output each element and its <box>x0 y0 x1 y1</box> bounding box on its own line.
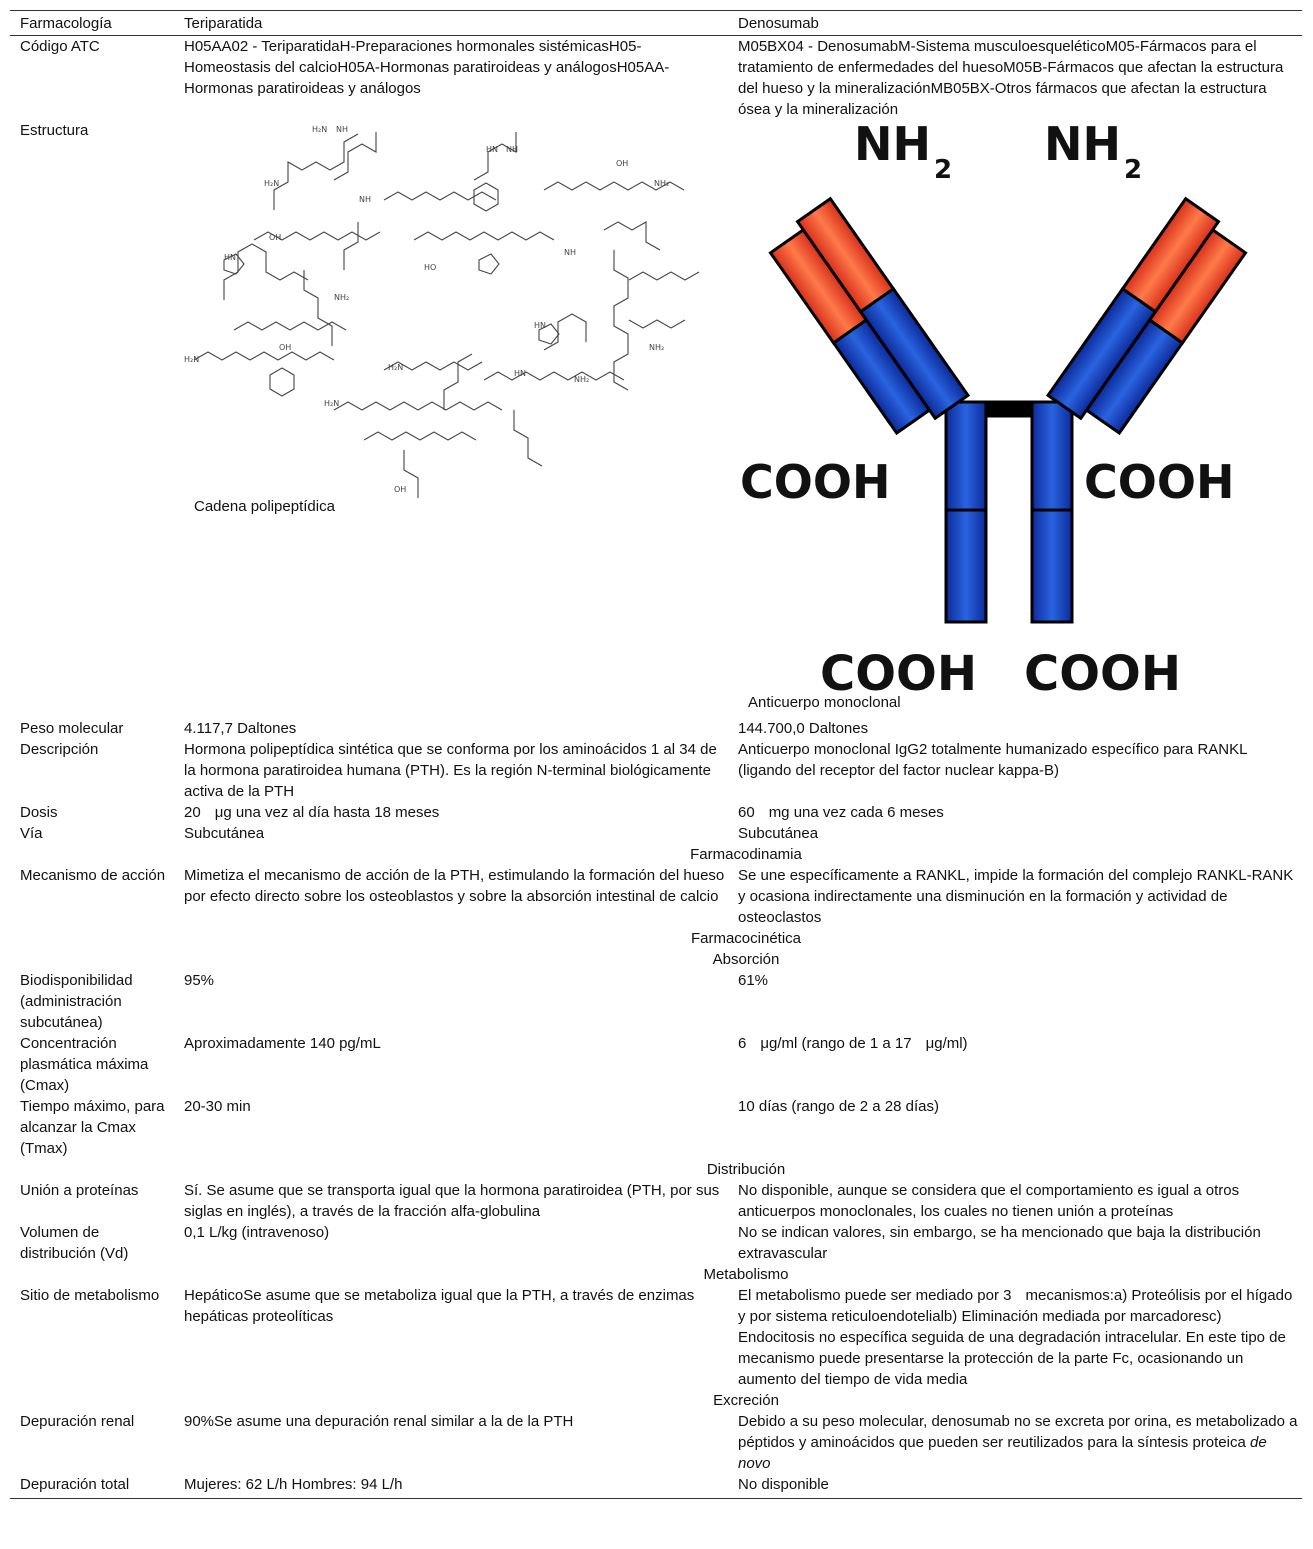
teri-value: Subcutánea <box>184 825 265 842</box>
svg-text:HN: HN <box>534 321 546 330</box>
row-label: Depuración total <box>10 1474 174 1499</box>
teri-value: 20-30 min <box>184 1098 251 1115</box>
teri-value: 4.117,7 Daltones <box>184 720 297 737</box>
cooh-bottom-right-label: COOH <box>1024 646 1182 694</box>
header-denosumab: Denosumab <box>728 11 1302 36</box>
cooh-left-label: COOH <box>740 455 891 509</box>
section-row <box>10 928 1302 949</box>
row-label: Estructura <box>20 122 89 139</box>
deno-value: No disponible, aunque se considera que el comportamiento es igual a otros anticuerpos monoclonales, los cuales no tienen unión a proteínas <box>738 1182 1240 1220</box>
deno-value: 144.700,0 Daltones <box>738 720 869 737</box>
row-label: Descripción <box>20 741 99 758</box>
cooh-bottom-left-label: COOH <box>820 646 978 694</box>
section-row <box>10 844 1302 865</box>
teri-value: 95% <box>184 972 215 989</box>
deno-value: Anticuerpo monoclonal IgG2 totalmente humanizado específico para RANKL (ligando del receptor del factor nuclear kappa-B) <box>738 741 1247 779</box>
svg-text:H₂N: H₂N <box>388 363 404 372</box>
deno-cmax-number: 6 <box>738 1035 747 1052</box>
svg-text:OH: OH <box>616 159 629 168</box>
teri-structure-caption: Cadena polipeptídica <box>194 498 335 515</box>
section-row <box>10 1390 1302 1411</box>
svg-text:NH₂: NH₂ <box>334 293 350 302</box>
deno-value <box>728 1411 1302 1474</box>
row-label: Tiempo máximo, para alcanzar la Cmax (Tmax) <box>20 1098 165 1157</box>
header-farmacologia: Farmacología <box>10 11 174 36</box>
row-label: Depuración renal <box>20 1413 135 1430</box>
deno-value: No se indican valores, sin embargo, se ha mencionado que baja la distribución extravascular <box>738 1224 1261 1262</box>
pharmacology-table <box>10 10 1302 1499</box>
teri-value: Mujeres: 62 L/h Hombres: 94 L/h <box>174 1474 728 1499</box>
svg-text:H₂N: H₂N <box>312 125 328 134</box>
nh2-left-label: NH <box>854 120 931 171</box>
antibody-y-drawing <box>738 120 1278 694</box>
nh2-right-label: NH <box>1044 120 1121 171</box>
cooh-right-label: COOH <box>1084 455 1235 509</box>
teri-value: 90%Se asume una depuración renal similar a la de la PTH <box>184 1413 574 1430</box>
section-absorcion: Absorción <box>712 951 780 968</box>
teri-value: Mimetiza el mecanismo de acción de la PTH, estimulando la formación del hueso por efecto directo sobre los osteoblastos y sobre la absorción intestinal de calcio <box>184 867 725 905</box>
polypeptide-chain-drawing <box>184 120 704 500</box>
deno-renal-italic: de novo <box>738 1434 1267 1472</box>
section-row <box>10 949 1302 970</box>
teri-dose-text: μg una vez al día hasta 18 meses <box>214 804 440 821</box>
polypeptide-structure-image <box>184 120 704 515</box>
svg-text:NH₂: NH₂ <box>649 343 665 352</box>
deno-value <box>728 1285 1302 1390</box>
svg-text:HN: HN <box>514 369 526 378</box>
deno-value <box>728 1033 1302 1096</box>
deno-value: 61% <box>738 972 769 989</box>
deno-value: 10 días (rango de 2 a 28 días) <box>738 1098 939 1115</box>
deno-structure-caption: Anticuerpo monoclonal <box>748 694 901 711</box>
section-farmacodinamia: Farmacodinamia <box>690 846 802 863</box>
svg-text:NH: NH <box>564 248 576 257</box>
svg-text:NH: NH <box>506 145 518 154</box>
row-tmax <box>10 1096 1302 1159</box>
section-row <box>10 1264 1302 1285</box>
svg-text:HN: HN <box>224 253 236 262</box>
row-mecanismo <box>10 865 1302 928</box>
deno-renal-text: Debido a su peso molecular, denosumab no se excreta por orina, es metabolizado a péptidos y aminoácidos que pueden ser reutilizados para la síntesis proteica <box>738 1413 1298 1451</box>
deno-sitio-lead: El metabolismo puede ser mediado por 3 <box>738 1287 1012 1304</box>
svg-text:NH: NH <box>359 195 371 204</box>
row-total <box>10 1474 1302 1499</box>
row-label: Biodisponibilidad (administración subcutánea) <box>20 972 133 1031</box>
teri-value: Hormona polipeptídica sintética que se conforma por los aminoácidos 1 al 34 de la hormona paratiroidea humana (PTH). Es la región N-terminal biológicamente activa de la PTH <box>184 741 717 800</box>
svg-text:H₂N: H₂N <box>264 179 280 188</box>
svg-text:H₂N: H₂N <box>324 399 340 408</box>
nh2-left-subscript: 2 <box>934 155 953 185</box>
svg-text:OH: OH <box>394 485 407 494</box>
deno-value: Subcutánea <box>738 825 819 842</box>
row-label: Unión a proteínas <box>20 1182 139 1199</box>
svg-text:H₂N: H₂N <box>184 355 200 364</box>
teri-value: Sí. Se asume que se transporta igual que la hormona paratiroidea (PTH, por sus siglas en inglés), a través de la fracción alfa-globulina <box>184 1182 720 1220</box>
deno-cmax-unit: μg/ml) <box>925 1035 968 1052</box>
section-row <box>10 1159 1302 1180</box>
teri-dose-number: 20 <box>184 804 201 821</box>
header-teriparatida: Teriparatida <box>174 11 728 36</box>
row-label: Volumen de distribución (Vd) <box>20 1224 129 1262</box>
deno-sitio-mechanisms: mecanismos:a) Proteólisis por el hígado y por sistema reticuloendotelialb) Eliminación mediada por marcadoresc) Endocitosis no específica seguida de una degradación intracelular. En este tipo de mecanismo puede presentarse la protección de la parte Fc, ocasionando un aumento del tiempo de vida media <box>738 1287 1293 1388</box>
deno-value: M05BX04 - DenosumabM-Sistema musculoesqueléticoM05-Fármacos para el tratamiento de enfermedades del huesoM05B-Fármacos que afectan la estructura del hueso y la mineralizaciónMB05BX-Otros fármacos que afectan la estructura ósea y la mineralización <box>738 38 1284 118</box>
row-label: Dosis <box>20 804 58 821</box>
deno-dose-number: 60 <box>738 804 755 821</box>
row-biodisponibilidad <box>10 970 1302 1033</box>
row-dosis <box>10 802 1302 823</box>
row-label: Código ATC <box>20 38 100 55</box>
svg-text:NH: NH <box>336 125 348 134</box>
nh2-right-subscript: 2 <box>1124 155 1143 185</box>
row-vd <box>10 1222 1302 1264</box>
teri-value: HepáticoSe asume que se metaboliza igual que la PTH, a través de enzimas hepáticas proteolíticas <box>184 1287 695 1325</box>
row-cmax <box>10 1033 1302 1096</box>
row-sitio <box>10 1285 1302 1390</box>
teri-value: 0,1 L/kg (intravenoso) <box>184 1224 330 1241</box>
svg-text:NH₂: NH₂ <box>654 179 670 188</box>
teri-value: Aproximadamente 140 pg/mL <box>184 1035 381 1052</box>
teri-structure-cell <box>174 120 728 718</box>
deno-value: No disponible <box>728 1474 1302 1499</box>
row-descripcion <box>10 739 1302 802</box>
row-renal <box>10 1411 1302 1474</box>
section-farmacocinetica: Farmacocinética <box>690 930 802 947</box>
antibody-structure-image <box>738 120 1278 711</box>
teri-value: H05AA02 - TeriparatidaH-Preparaciones hormonales sistémicasH05-Homeostasis del calcioH05A-Hormonas paratiroideas y análogosH05AA-Hormonas paratiroideas y análogos <box>184 38 670 97</box>
svg-text:HO: HO <box>424 263 437 272</box>
deno-structure-cell <box>728 120 1302 718</box>
header-row <box>10 11 1302 36</box>
deno-dose-text: mg una vez cada 6 meses <box>768 804 944 821</box>
row-estructura <box>10 120 1302 718</box>
teri-value <box>174 802 728 823</box>
row-via <box>10 823 1302 844</box>
section-excrecion: Excreción <box>713 1392 779 1409</box>
row-label: Concentración plasmática máxima (Cmax) <box>20 1035 149 1094</box>
deno-value <box>728 802 1302 823</box>
row-label: Sitio de metabolismo <box>20 1287 160 1304</box>
svg-text:OH: OH <box>279 343 292 352</box>
deno-cmax-range: μg/ml (rango de 1 a 17 <box>760 1035 912 1052</box>
deno-value: Se une específicamente a RANKL, impide la formación del complejo RANKL-RANK y ocasiona indirectamente una disminución en la formación y actividad de osteoclastos <box>738 867 1294 926</box>
row-atc <box>10 36 1302 121</box>
row-union <box>10 1180 1302 1222</box>
row-label: Mecanismo de acción <box>20 867 166 884</box>
svg-text:NH₂: NH₂ <box>574 375 590 384</box>
section-metabolismo: Metabolismo <box>703 1266 789 1283</box>
row-label: Peso molecular <box>20 720 124 737</box>
row-peso <box>10 718 1302 739</box>
svg-text:OH: OH <box>269 233 282 242</box>
section-distribucion: Distribución <box>706 1161 786 1178</box>
svg-text:HN: HN <box>486 145 498 154</box>
row-label: Vía <box>20 825 43 842</box>
